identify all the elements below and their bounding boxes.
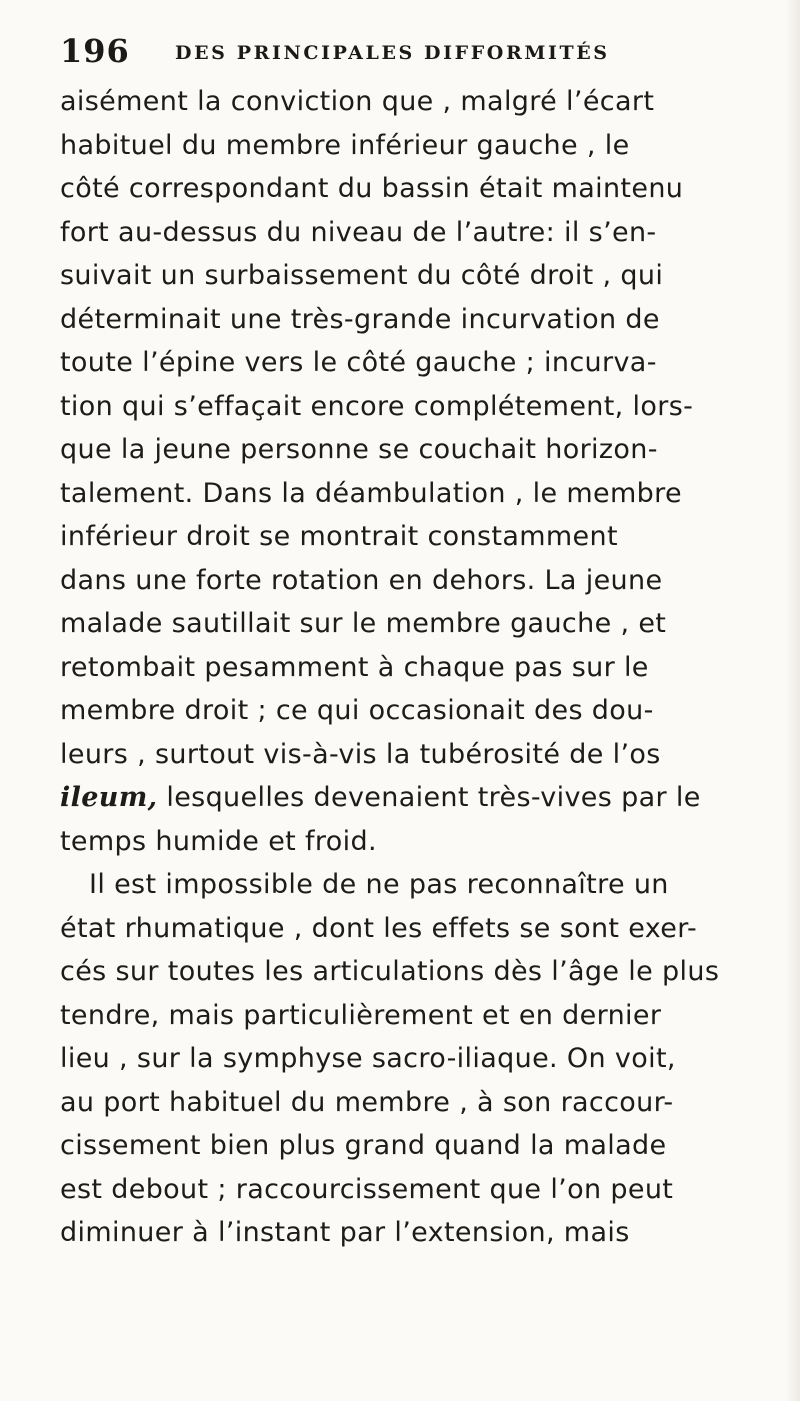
text-line: aisément la conviction que , malgré l’écart <box>60 86 655 117</box>
text-line: suivait un surbaissement du côté droit , qui <box>60 260 664 291</box>
paragraph-start-line: Il est impossible de ne pas reconnaître un <box>89 869 669 900</box>
text-line: dans une forte rotation en dehors. La jeune <box>60 564 663 596</box>
italic-term-ileum: ileum, <box>60 782 158 813</box>
text-line: toute l’épine vers le côté gauche ; incurva- <box>60 347 657 378</box>
running-head <box>60 32 760 72</box>
text-line: cissement bien plus grand quand la malade <box>60 1130 667 1161</box>
text-line: membre droit ; ce qui occasionait des dou- <box>60 695 654 726</box>
text-line: côté correspondant du bassin était maintenu <box>60 173 684 204</box>
text-line: talement. Dans la déambulation , le membre <box>60 477 682 509</box>
text-line: retombait pesamment à chaque pas sur le <box>60 651 649 683</box>
text-line: cés sur toutes les articulations dès l’âge le plus <box>60 956 720 987</box>
text-line: état rhumatique , dont les effets se sont exer- <box>60 912 698 944</box>
text-line: que la jeune personne se couchait horizon- <box>60 434 658 465</box>
text-line: au port habituel du membre , à son raccour- <box>60 1086 674 1118</box>
text-line <box>60 776 765 820</box>
text-line: fort au-dessus du niveau de l’autre: il s’en- <box>60 216 657 248</box>
text-line: inférieur droit se montrait constamment <box>60 521 618 552</box>
text-line: tion qui s’effaçait encore complétement, lors- <box>60 390 694 422</box>
page-edge-shadow <box>786 0 800 1401</box>
text-line: lieu , sur la symphyse sacro-iliaque. On voit, <box>60 1043 676 1074</box>
text-line: est debout ; raccourcissement que l’on peut <box>60 1173 674 1205</box>
text-line: déterminait une très-grande incurvation de <box>60 303 660 335</box>
text-line: diminuer à l’instant par l’extension, mais <box>60 1217 630 1248</box>
text-line: tendre, mais particulièrement et en dernier <box>60 999 662 1031</box>
text-line: leurs , surtout vis-à-vis la tubérosité de l’os <box>60 738 661 770</box>
body-text <box>60 80 765 1255</box>
text-line: malade sautillait sur le membre gauche , et <box>60 608 667 639</box>
text-line-rest: lesquelles devenaient très-vives par le <box>157 782 701 813</box>
text-line: habituel du membre inférieur gauche , le <box>60 129 630 161</box>
running-title: DES PRINCIPALES DIFFORMITÉS <box>175 42 610 64</box>
page-number: 196 <box>60 32 130 70</box>
text-line: temps humide et froid. <box>60 825 377 857</box>
